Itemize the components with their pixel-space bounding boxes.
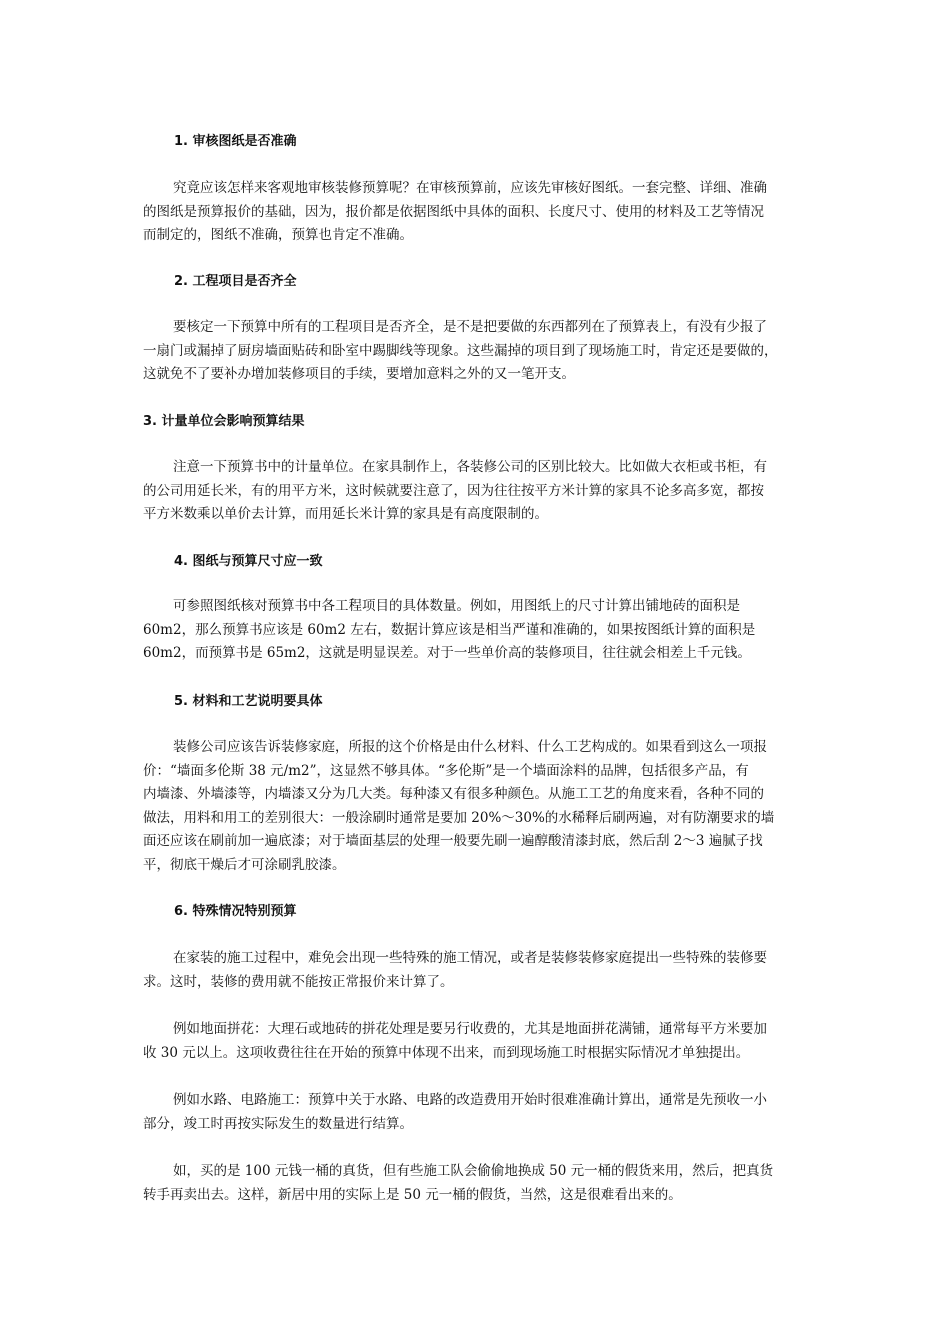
text-line: 在家装的施工过程中，难免会出现一些特殊的施工情况，或者是装修装修家庭提出一些特殊的装修要 (173, 950, 767, 966)
section-6-paragraph-2 (143, 1018, 815, 1065)
text-line: 内墙漆、外墙漆等，内墙漆又分为几大类。每种漆又有很多种颜色。从施工工艺的角度来看，各种不同的 (143, 786, 764, 802)
text-line: 60m2，而预算书是 65m2，这就是明显误差。对于一些单价高的装修项目，往往就会相差上千元钱。 (143, 645, 751, 661)
text-line: 可参照图纸核对预算书中各工程项目的具体数量。例如，用图纸上的尺寸计算出铺地砖的面积是 (173, 598, 740, 614)
section-1-paragraph-1 (143, 177, 815, 248)
text-line: 注意一下预算书中的计量单位。在家具制作上，各装修公司的区别比较大。比如做大衣柜或书柜，有 (173, 459, 767, 475)
text-line: 部分，竣工时再按实际发生的数量进行结算。 (143, 1115, 413, 1132)
text-line: 而制定的，图纸不准确，预算也肯定不准确。 (143, 227, 413, 243)
text-line: 平，彻底干燥后才可涂刷乳胶漆。 (143, 856, 346, 873)
text-line: 究竟应该怎样来客观地审核装修预算呢？在审核预算前，应该先审核好图纸。一套完整、详细、准确 (173, 180, 767, 196)
section-5-paragraph-1 (143, 736, 815, 877)
text-line: 例如水路、电路施工：预算中关于水路、电路的改造费用开始时很难准确计算出，通常是先预收一小 (173, 1092, 767, 1108)
section-heading-4: 4. 图纸与预算尺寸应一致 (174, 554, 323, 569)
text-line: 的图纸是预算报价的基础，因为，报价都是依据图纸中具体的面积、长度尺寸、使用的材料及工艺等情况 (143, 203, 764, 220)
text-line: 做法，用料和用工的差别很大：一般涂刷时通常是要加 20%～30%的水稀释后刷两遍，对有防潮要求的墙 (143, 809, 775, 826)
section-heading-3: 3. 计量单位会影响预算结果 (143, 414, 305, 429)
section-heading-2: 2. 工程项目是否齐全 (174, 274, 297, 289)
text-line: 求。这时，装修的费用就不能按正常报价来计算了。 (143, 973, 454, 990)
text-line: 60m2，那么预算书应该是 60m2 左右，数据计算应该是相当严谨和准确的，如果按图纸计算的面积是 (143, 621, 756, 638)
text-line: 收 30 元以上。这项收费往往在开始的预算中体现不出来，而到现场施工时根据实际情况才单独提出。 (143, 1044, 750, 1061)
text-line: 面还应该在刷前加一遍底漆；对于墙面基层的处理一般要先刷一遍醇酸清漆封底，然后刮 2～3 遍腻子找 (143, 833, 763, 849)
text-line: 的公司用延长米，有的用平方米，这时候就要注意了，因为往往按平方米计算的家具不论多高多宽，都按 (143, 482, 764, 499)
section-3-paragraph-1 (143, 456, 815, 527)
text-line: 装修公司应该告诉装修家庭，所报的这个价格是由什么材料、什么工艺构成的。如果看到这么一项报 (173, 739, 767, 755)
section-heading-1: 1. 审核图纸是否准确 (174, 134, 297, 149)
text-line: 例如地面拼花：大理石或地砖的拼花处理是要另行收费的，尤其是地面拼花满铺，通常每平方米要加 (173, 1021, 767, 1037)
section-6-paragraph-3 (143, 1089, 815, 1136)
text-line: 如，买的是 100 元钱一桶的真货，但有些施工队会偷偷地换成 50 元一桶的假货来用，然后，把真货 (173, 1163, 774, 1179)
text-line: 价：“墙面多伦斯 38 元/m2”，这显然不够具体。“多伦斯”是一个墙面涂料的品牌，包括很多产品，有 (143, 762, 749, 779)
text-line: 要核定一下预算中所有的工程项目是否齐全，是不是把要做的东西都列在了预算表上，有没有少报了 (173, 319, 767, 335)
section-6-paragraph-4 (143, 1160, 815, 1207)
section-heading-5: 5. 材料和工艺说明要具体 (174, 694, 323, 709)
section-heading-6: 6. 特殊情况特别预算 (174, 904, 297, 919)
text-line: 平方米数乘以单价去计算，而用延长米计算的家具是有高度限制的。 (143, 506, 548, 522)
section-6-paragraph-1 (143, 947, 815, 994)
section-2-paragraph-1 (143, 316, 815, 387)
text-line: 一扇门或漏掉了厨房墙面贴砖和卧室中踢脚线等现象。这些漏掉的项目到了现场施工时，肯定还是要做的， (143, 342, 778, 359)
section-4-paragraph-1 (143, 595, 815, 666)
text-line: 这就免不了要补办增加装修项目的手续，要增加意料之外的又一笔开支。 (143, 366, 575, 382)
text-line: 转手再卖出去。这样，新居中用的实际上是 50 元一桶的假货，当然，这是很难看出来的。 (143, 1186, 682, 1203)
